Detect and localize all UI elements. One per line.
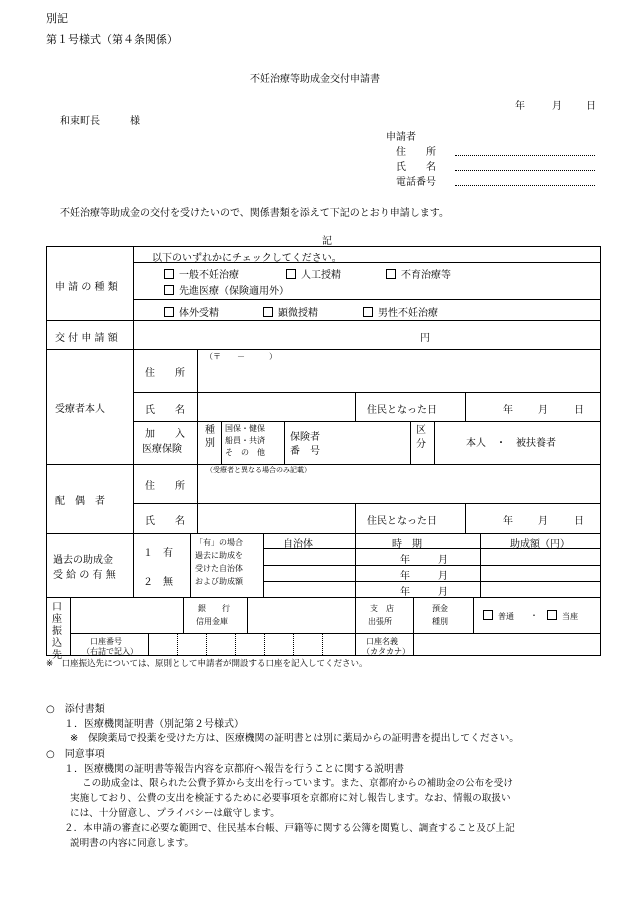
recipient-residency-year: 年 xyxy=(503,405,513,416)
applicant-phone-label: 電話番号 xyxy=(396,177,436,188)
applicant-address-label: 住 所 xyxy=(396,147,436,158)
spouse-residency-month: 月 xyxy=(538,516,548,527)
consent-2-line-1: ２．本申請の審査に必要な範囲で、住民基本台帳、戸籍等に関する公簿を閲覧し、調査すること及び上記 xyxy=(64,823,515,834)
past-grant-label-2: 受 給 の 有 無 xyxy=(53,570,116,581)
past-row2-year: 年 xyxy=(400,571,410,582)
spouse-name-label: 氏 名 xyxy=(145,516,185,527)
check-instruction: 以下のいずれかにチェックしてください。 xyxy=(152,253,342,264)
attachment-1-note: ※ 保険薬局で投薬を受けた方は、医療機関の証明書とは別に薬局からの証明書を提出してください。 xyxy=(70,733,520,744)
past-col-period: 時 期 xyxy=(392,539,422,550)
type-artificial-insemination[interactable]: 人工授精 xyxy=(286,266,341,281)
consent-1-line-2: 実施しており、公費の支出を検証するために必要事項を京都府に対し報告します。なお、情報の取扱い xyxy=(70,793,511,804)
insurance-kind-1[interactable]: 国保・健保 xyxy=(225,424,265,433)
checkbox-icon[interactable] xyxy=(286,269,296,279)
spouse-residency-label: 住民となった日 xyxy=(367,516,437,527)
recipient-residency-month: 月 xyxy=(538,405,548,416)
past-note-3: 受けた自治体 xyxy=(195,564,243,573)
past-note-2: 過去に助成を xyxy=(195,551,243,560)
checkbox-icon[interactable] xyxy=(263,307,273,317)
deposit-sep: ・ xyxy=(530,611,538,620)
amount-label: 交 付 申 請 額 xyxy=(55,333,118,344)
attachments-heading: ○ 添付書類 xyxy=(46,704,105,715)
date-day: 日 xyxy=(586,101,596,112)
date-year: 年 xyxy=(515,101,525,112)
checkbox-icon[interactable] xyxy=(164,269,174,279)
checkbox-icon[interactable] xyxy=(164,307,174,317)
insurance-label-2: 医療保険 xyxy=(142,444,182,455)
past-grant-no[interactable]: ２ 無 xyxy=(143,577,173,588)
bank-kind-1[interactable]: 銀 行 xyxy=(198,604,230,613)
checkbox-icon[interactable] xyxy=(386,269,396,279)
spouse-residency-day: 日 xyxy=(574,516,584,527)
deposit-label-2: 種別 xyxy=(432,617,448,626)
account-name-label-2: （カタカナ） xyxy=(362,647,410,656)
recipient-residency-day: 日 xyxy=(574,405,584,416)
past-row3-month: 月 xyxy=(438,587,448,598)
past-note-4: および助成額 xyxy=(195,577,243,586)
bank-kind-2[interactable]: 信用金庫 xyxy=(196,617,228,626)
form-number: 第１号様式（第４条関係） xyxy=(46,33,178,46)
attachment-1: １．医療機関証明書（別記第２号様式） xyxy=(64,719,244,730)
recipient-label: 受療者本人 xyxy=(55,404,105,415)
bank-label-char-1: 口 xyxy=(52,602,62,613)
recipient-address-label: 住 所 xyxy=(145,368,185,379)
past-note-1: 「有」の場合 xyxy=(195,538,243,547)
deposit-current[interactable]: 当座 xyxy=(547,610,578,622)
past-row2-month: 月 xyxy=(438,571,448,582)
recipient-postal-code[interactable]: （〒 － ） xyxy=(205,352,277,361)
amount-field[interactable] xyxy=(134,322,599,348)
date-month: 月 xyxy=(552,101,562,112)
consent-2-line-2: 説明書の内容に同意します。 xyxy=(70,838,194,849)
division-value[interactable]: 本人 ・ 被扶養者 xyxy=(466,438,556,449)
checkbox-icon[interactable] xyxy=(164,285,174,295)
insurance-kind-2[interactable]: 船員・共済 xyxy=(225,436,265,445)
spouse-label: 配 偶 者 xyxy=(55,496,105,507)
past-col-amount: 助成額（円） xyxy=(510,539,570,550)
type-male-infertility[interactable]: 男性不妊治療 xyxy=(363,304,438,319)
applicant-address-field[interactable] xyxy=(455,155,595,156)
recipient-name-label: 氏 名 xyxy=(145,405,185,416)
past-grant-yes[interactable]: １ 有 xyxy=(143,548,173,559)
addressee: 和束町長 xyxy=(60,116,100,127)
account-number-label-1: 口座番号 xyxy=(90,637,122,646)
spouse-address-label: 住 所 xyxy=(145,481,185,492)
bank-label-char-5: 先 xyxy=(52,650,62,661)
consent-1-line-1: この助成金は、限られた公費予算から支出を行っています。また、京都府からの補助金の公布を受け xyxy=(82,778,513,789)
account-name-label-1: 口座名義 xyxy=(366,637,398,646)
past-row1-year: 年 xyxy=(400,555,410,566)
insured-number-label-1: 保険者 xyxy=(290,432,320,443)
addressee-suffix: 様 xyxy=(130,116,140,127)
branch-kind-2[interactable]: 出張所 xyxy=(368,617,392,626)
applicant-label: 申請者 xyxy=(386,132,416,143)
applicant-name-label: 氏 名 xyxy=(396,162,436,173)
type-ivf[interactable]: 体外受精 xyxy=(164,304,219,319)
past-row3-year: 年 xyxy=(400,587,410,598)
bank-note: ※ 口座振込先については、原則として申請者が開設する口座を記入してください。 xyxy=(46,659,368,669)
ki-label: 記 xyxy=(322,236,332,247)
insured-number-label-2: 番 号 xyxy=(290,446,320,457)
page-title: 不妊治療等助成金交付申請書 xyxy=(250,74,380,85)
intro-text: 不妊治療等助成金の交付を受けたいので、関係書類を添えて下記のとおり申請します。 xyxy=(60,208,449,219)
past-row1-month: 月 xyxy=(438,555,448,566)
checkbox-icon[interactable] xyxy=(547,610,557,620)
amount-unit: 円 xyxy=(420,333,430,344)
type-icsi[interactable]: 顕微授精 xyxy=(263,304,318,319)
application-type-label: 申 請 の 種 類 xyxy=(55,282,118,293)
deposit-ordinary[interactable]: 普通 xyxy=(483,610,514,622)
applicant-phone-field[interactable] xyxy=(455,185,595,186)
spouse-note: （受療者と異なる場合のみ記載） xyxy=(206,466,311,474)
consent-heading: ○ 同意事項 xyxy=(46,749,105,760)
deposit-label-1: 預金 xyxy=(432,604,448,613)
past-grant-label-1: 過去の助成金 xyxy=(53,555,113,566)
bank-label-char-4: 込 xyxy=(52,638,62,649)
type-advanced-medical-care[interactable]: 先進医療（保険適用外） xyxy=(164,282,289,297)
account-number-label-2: （右詰で記入） xyxy=(82,647,138,656)
recipient-residency-label: 住民となった日 xyxy=(367,405,437,416)
bank-label-char-2: 座 xyxy=(52,614,62,625)
consent-1-line-3: には、十分留意し、プライバシーは厳守します。 xyxy=(70,808,280,819)
annex-label: 別記 xyxy=(46,12,68,25)
insurance-kind-3[interactable]: そ の 他 xyxy=(225,448,265,457)
type-recurrent-loss-treatment[interactable]: 不育治療等 xyxy=(386,266,451,281)
past-col-municipality: 自治体 xyxy=(283,539,313,550)
consent-1: １．医療機関の証明書等報告内容を京都府へ報告を行うことに関する説明書 xyxy=(64,764,404,775)
applicant-name-field[interactable] xyxy=(455,170,595,171)
bank-label-char-3: 振 xyxy=(52,626,62,637)
insurance-label-1: 加 入 xyxy=(145,429,185,440)
checkbox-icon[interactable] xyxy=(363,307,373,317)
kind-label: 種別 xyxy=(205,425,215,449)
type-general-infertility[interactable]: 一般不妊治療 xyxy=(164,266,239,281)
checkbox-icon[interactable] xyxy=(483,610,493,620)
spouse-residency-year: 年 xyxy=(503,516,513,527)
division-label: 区分 xyxy=(416,425,426,450)
branch-kind-1[interactable]: 支 店 xyxy=(370,604,394,613)
